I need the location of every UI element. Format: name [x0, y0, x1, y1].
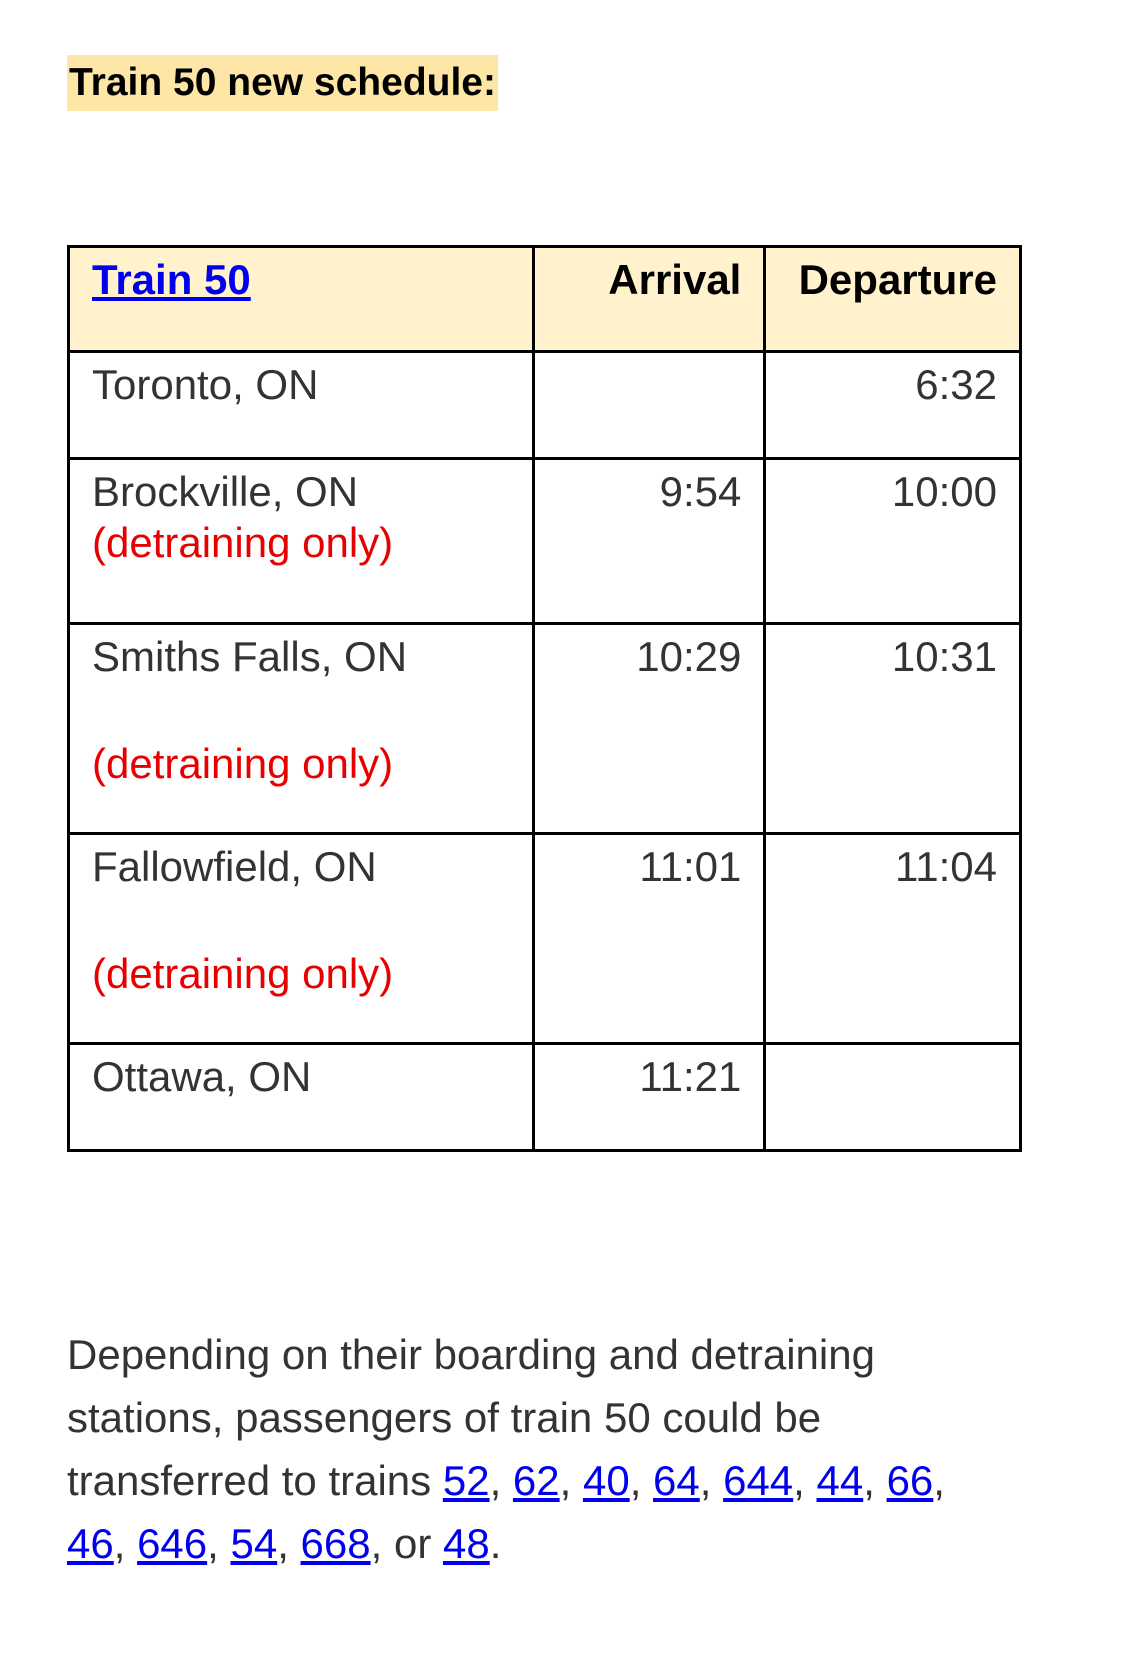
arrival-time: 10:29	[534, 624, 765, 834]
station-name: Toronto, ON	[92, 361, 319, 408]
train-link-668[interactable]: 668	[300, 1520, 371, 1567]
table-row	[69, 459, 1021, 624]
arrival-time: 9:54	[534, 459, 765, 624]
page-heading: Train 50 new schedule:	[67, 55, 498, 111]
train-link-644[interactable]: 644	[723, 1457, 794, 1504]
train-link-46[interactable]: 46	[67, 1520, 114, 1567]
station-name: Ottawa, ON	[92, 1053, 312, 1100]
train-link-40[interactable]: 40	[582, 1457, 630, 1504]
departure-time: 6:32	[765, 352, 1021, 459]
arrival-header: Arrival	[534, 247, 765, 352]
station-cell	[69, 624, 534, 834]
arrival-time: 11:01	[534, 834, 765, 1044]
departure-header: Departure	[765, 247, 1021, 352]
transfer-paragraph	[67, 1323, 1027, 1575]
paragraph-line: stations, passengers of train 50 could be	[67, 1394, 822, 1441]
train-link-48[interactable]: 48	[443, 1520, 490, 1567]
train-header-cell	[69, 247, 534, 352]
sentence-end: .	[489, 1520, 502, 1567]
departure-time: 10:31	[765, 624, 1021, 834]
train-link-64[interactable]: 64	[653, 1457, 700, 1504]
departure-time	[765, 1044, 1021, 1151]
train-link-54[interactable]: 54	[230, 1520, 278, 1567]
station-name: Smiths Falls, ON	[92, 633, 408, 680]
table-row	[69, 1044, 1021, 1151]
paragraph-line: Depending on their boarding and detraining	[67, 1331, 875, 1378]
station-cell	[69, 834, 534, 1044]
detraining-note: (detraining only)	[92, 950, 394, 997]
station-name: Fallowfield, ON	[92, 843, 377, 890]
detraining-note: (detraining only)	[92, 519, 394, 566]
station-cell	[69, 1044, 534, 1151]
train-link-66[interactable]: 66	[886, 1457, 934, 1504]
train-link-62[interactable]: 62	[512, 1457, 560, 1504]
arrival-time	[534, 352, 765, 459]
arrival-time: 11:21	[534, 1044, 765, 1151]
or-word: or	[393, 1520, 432, 1567]
station-cell	[69, 352, 534, 459]
train-link-44[interactable]: 44	[816, 1457, 864, 1504]
table-row	[69, 624, 1021, 834]
table-row	[69, 834, 1021, 1044]
paragraph-line: 46, 646, 54, 668, or 48.	[67, 1520, 502, 1567]
schedule-table	[67, 245, 1022, 1152]
table-row	[69, 352, 1021, 459]
train-50-link[interactable]: Train 50	[92, 256, 251, 303]
departure-time: 11:04	[765, 834, 1021, 1044]
table-header-row	[69, 247, 1021, 352]
station-name: Brockville, ON	[92, 468, 359, 515]
station-cell	[69, 459, 534, 624]
paragraph-line: transferred to trains 52, 62, 40, 64, 644, 44, 66,	[67, 1457, 945, 1504]
train-link-646[interactable]: 646	[137, 1520, 208, 1567]
train-link-52[interactable]: 52	[442, 1457, 490, 1504]
detraining-note: (detraining only)	[92, 740, 394, 787]
transfer-prefix: transferred to trains	[67, 1457, 432, 1504]
departure-time: 10:00	[765, 459, 1021, 624]
